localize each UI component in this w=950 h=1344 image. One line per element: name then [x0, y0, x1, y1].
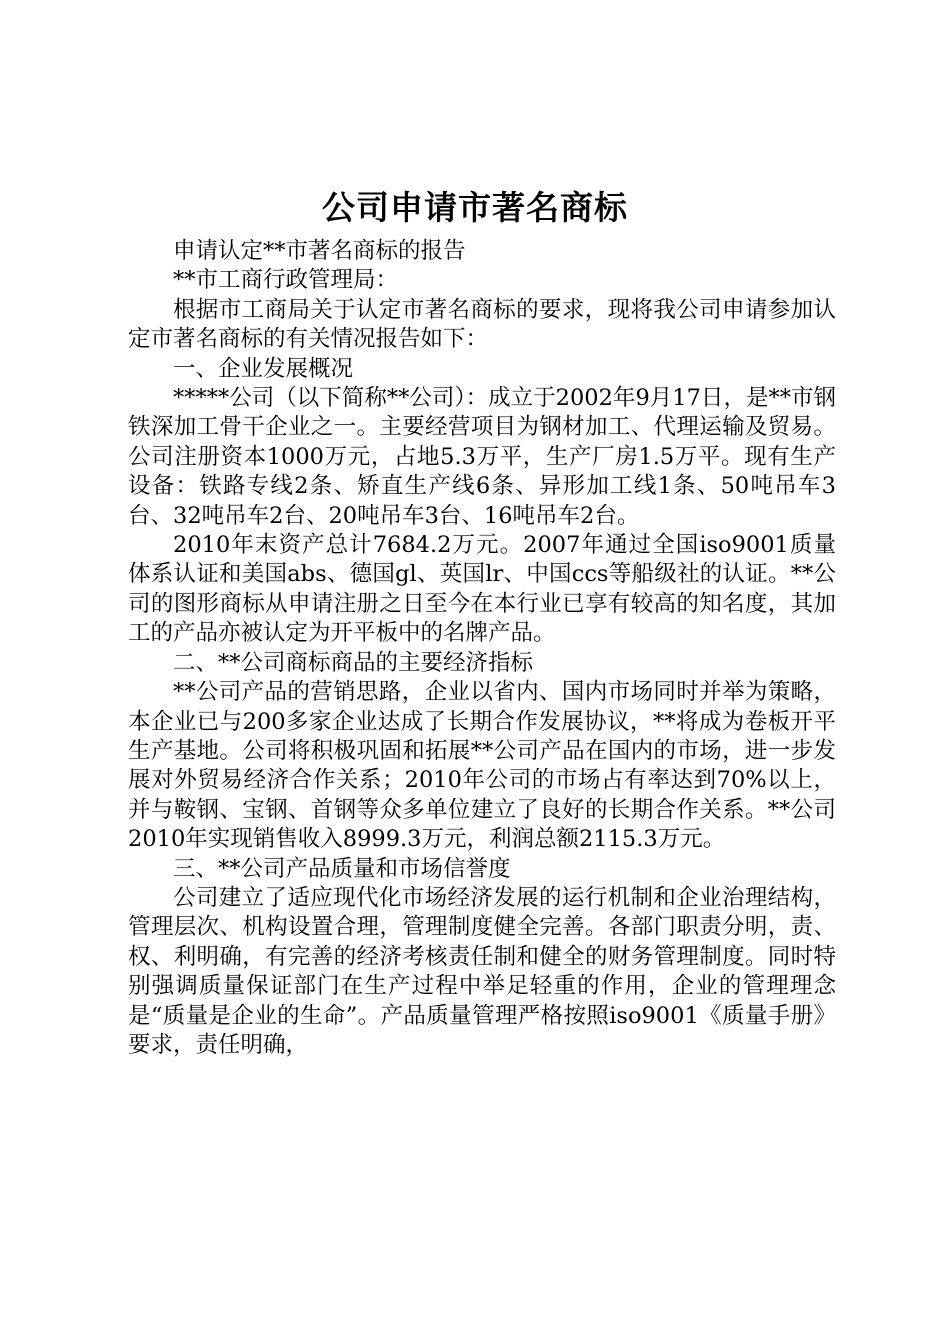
document-title: 公司申请市著名商标: [322, 188, 628, 227]
paragraph-quality-management: 公司建立了适应现代化市场经济发展的运行机制和企业治理结构，管理层次、机构设置合理，管理制度健全完善。各部门职责分明，责、权、利明确，有完善的经济考核责任制和健全的财务管理制度。同时特别强调质量保证部门在生产过程中举足轻重的作用，企业的管理理念是“质量是企业的生命”。产品质量管理严格按照iso9001《质量手册》要求，责任明确，: [128, 884, 836, 1058]
document-body: [128, 237, 836, 1060]
paragraph-company-overview: *****公司（以下简称**公司）：成立于2002年9月17日，是**市钢铁深加工骨干企业之一。主要经营项目为钢材加工、代理运输及贸易。公司注册资本1000万元，占地5.3万平，生产厂房1.5万平。现有生产设备：铁路专线2条、矫直生产线6条、异形加工线1条、50吨吊车3台、32吨吊车2台、20吨吊车3台、16吨吊车2台。: [128, 385, 836, 529]
recipient-line: **市工商行政管理局：: [173, 267, 399, 294]
section-heading-3: 三、**公司产品质量和市场信誉度: [173, 855, 511, 882]
report-heading: 申请认定**市著名商标的报告: [173, 238, 466, 264]
paragraph-assets-certification: 2010年末资产总计7684.2万元。2007年通过全国iso9001质量体系认证和美国abs、德国gl、英国lr、中国ccs等船级社的认证。**公司的图形商标从申请注册之日至今在本行业已享有较高的知名度，其加工的产品亦被认定为开平板中的名牌产品。: [128, 532, 836, 647]
section-heading-1: 一、企业发展概况: [173, 355, 354, 382]
section-heading-2: 二、**公司商标商品的主要经济指标: [173, 649, 534, 676]
paragraph-economic-indicators: **公司产品的营销思路，企业以省内、国内市场同时并举为策略，本企业已与200多家企业达成了长期合作发展协议，**将成为卷板开平生产基地。公司将积极巩固和拓展**公司产品在国内的市场，进一步发展对外贸易经济合作关系；2010年公司的市场占有率达到70%以上，并与鞍钢、宝钢、首钢等众多单位建立了良好的长期合作关系。**公司2010年实现销售收入8999.3万元，利润总额2115.3万元。: [128, 679, 836, 853]
intro-paragraph: 根据市工商局关于认定市著名商标的要求，现将我公司申请参加认定市著名商标的有关情况报告如下：: [128, 296, 836, 353]
